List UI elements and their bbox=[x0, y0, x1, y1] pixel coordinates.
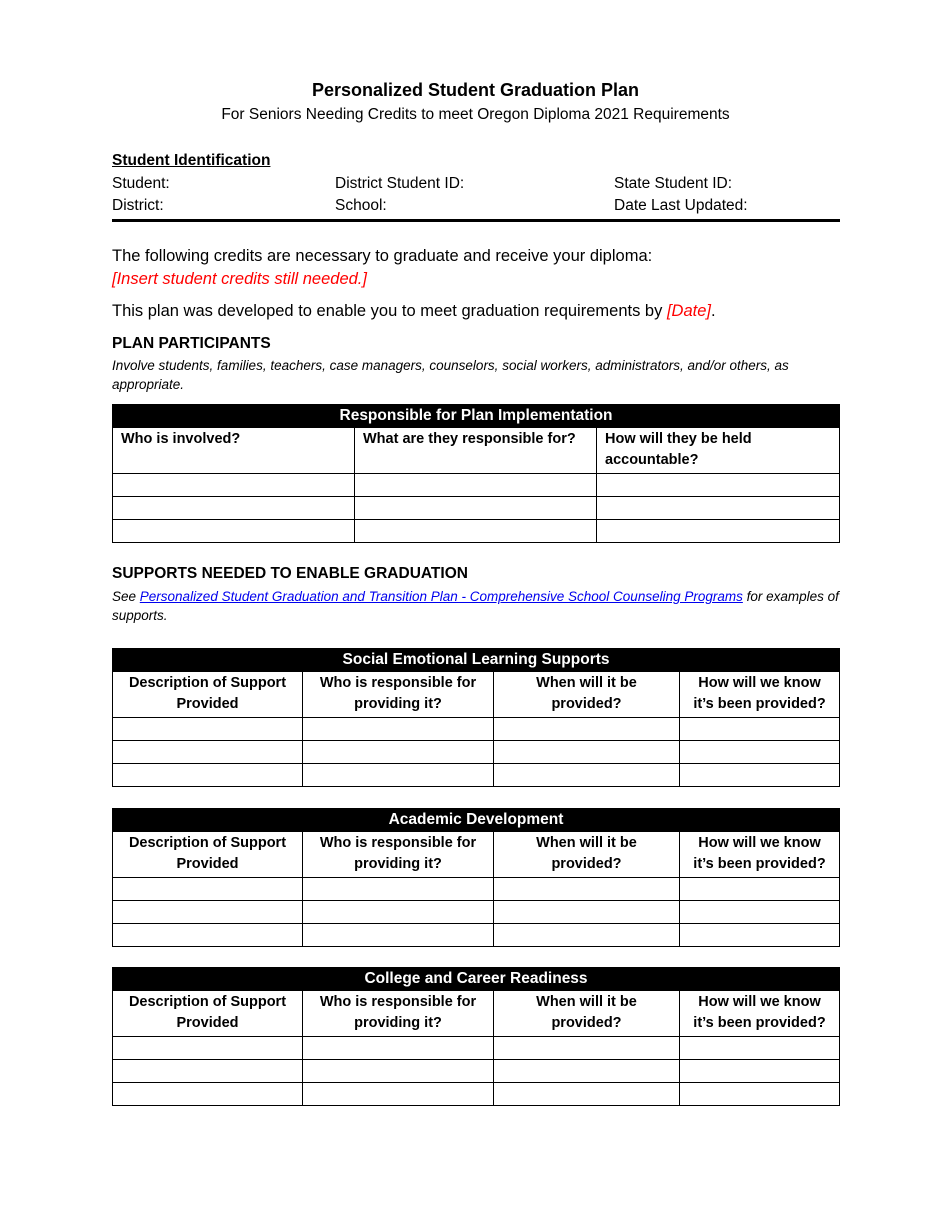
table-title: Academic Development bbox=[113, 809, 840, 832]
table-cell[interactable] bbox=[494, 1083, 680, 1106]
table-cell[interactable] bbox=[494, 1060, 680, 1083]
college-career-readiness-table bbox=[112, 967, 840, 1106]
table-cell[interactable] bbox=[113, 1083, 303, 1106]
plan-sentence-end: . bbox=[710, 302, 716, 320]
table-cell[interactable] bbox=[494, 1037, 680, 1060]
table-cell[interactable] bbox=[680, 878, 840, 901]
table-title: College and Career Readiness bbox=[113, 968, 840, 991]
table-cell[interactable] bbox=[597, 497, 840, 520]
table-row bbox=[113, 924, 840, 947]
social-emotional-supports-table bbox=[112, 648, 840, 787]
table-cell[interactable] bbox=[303, 764, 494, 787]
column-header: How will they be held accountable? bbox=[597, 428, 840, 474]
plan-implementation-title: Responsible for Plan Implementation bbox=[113, 405, 840, 428]
table-row bbox=[113, 741, 840, 764]
academic-development-table bbox=[112, 808, 840, 947]
credits-placeholder: [Insert student credits still needed.] bbox=[112, 270, 367, 288]
table-row bbox=[113, 520, 840, 543]
table-cell[interactable] bbox=[680, 924, 840, 947]
date-last-updated-label: Date Last Updated: bbox=[614, 197, 748, 214]
column-header: How will we know it’s been provided? bbox=[680, 991, 840, 1037]
table-cell[interactable] bbox=[303, 741, 494, 764]
page-title: Personalized Student Graduation Plan bbox=[311, 80, 640, 100]
table-cell[interactable] bbox=[113, 924, 303, 947]
plan-participants-heading: PLAN PARTICIPANTS bbox=[112, 335, 271, 352]
table-cell[interactable] bbox=[113, 718, 303, 741]
column-header: Description of Support Provided bbox=[113, 832, 303, 878]
table-cell[interactable] bbox=[113, 497, 355, 520]
table-cell[interactable] bbox=[494, 718, 680, 741]
table-row bbox=[113, 718, 840, 741]
column-header: Who is responsible for providing it? bbox=[303, 672, 494, 718]
table-cell[interactable] bbox=[680, 764, 840, 787]
table-row bbox=[113, 1037, 840, 1060]
table-cell[interactable] bbox=[494, 901, 680, 924]
identification-row-2 bbox=[112, 197, 839, 219]
column-header: Who is responsible for providing it? bbox=[303, 832, 494, 878]
identification-row-1 bbox=[112, 175, 839, 197]
plan-sentence-text: This plan was developed to enable you to meet graduation requirements by bbox=[112, 302, 667, 320]
plan-sentence bbox=[112, 302, 839, 321]
table-cell[interactable] bbox=[303, 924, 494, 947]
table-cell[interactable] bbox=[113, 764, 303, 787]
column-header: When will it be provided? bbox=[494, 672, 680, 718]
supports-note bbox=[112, 587, 839, 625]
column-header: When will it be provided? bbox=[494, 991, 680, 1037]
table-cell[interactable] bbox=[494, 878, 680, 901]
table-cell[interactable] bbox=[113, 474, 355, 497]
column-header: Description of Support Provided bbox=[113, 991, 303, 1037]
table-cell[interactable] bbox=[355, 474, 597, 497]
table-cell[interactable] bbox=[303, 901, 494, 924]
district-label: District: bbox=[112, 197, 164, 214]
table-cell[interactable] bbox=[303, 1037, 494, 1060]
student-label: Student: bbox=[112, 175, 170, 192]
page-subtitle: For Seniors Needing Credits to meet Oregon Diploma 2021 Requirements bbox=[221, 106, 730, 123]
table-row bbox=[113, 1060, 840, 1083]
table-cell[interactable] bbox=[113, 1037, 303, 1060]
column-header: Who is responsible for providing it? bbox=[303, 991, 494, 1037]
column-header: Description of Support Provided bbox=[113, 672, 303, 718]
table-cell[interactable] bbox=[680, 1037, 840, 1060]
column-header: How will we know it’s been provided? bbox=[680, 672, 840, 718]
table-cell[interactable] bbox=[494, 924, 680, 947]
column-header: Who is involved? bbox=[113, 428, 355, 474]
table-cell[interactable] bbox=[680, 741, 840, 764]
supports-heading: SUPPORTS NEEDED TO ENABLE GRADUATION bbox=[112, 565, 468, 582]
table-row bbox=[113, 901, 840, 924]
table-cell[interactable] bbox=[113, 901, 303, 924]
table-cell[interactable] bbox=[494, 741, 680, 764]
table-row bbox=[113, 1083, 840, 1106]
table-cell[interactable] bbox=[680, 1083, 840, 1106]
table-cell[interactable] bbox=[303, 878, 494, 901]
table-cell[interactable] bbox=[680, 1060, 840, 1083]
table-cell[interactable] bbox=[597, 520, 840, 543]
supports-note-lead: See bbox=[112, 589, 140, 604]
table-cell[interactable] bbox=[303, 1060, 494, 1083]
table-row bbox=[113, 474, 840, 497]
supports-note-tail: for examples of supports. bbox=[112, 589, 839, 623]
plan-participants-note: Involve students, families, teachers, case managers, counselors, social workers, administrators, and/or others, as appropriate. bbox=[112, 358, 789, 392]
table-header-row bbox=[113, 428, 840, 474]
identification-divider bbox=[112, 219, 840, 222]
student-identification-heading: Student Identification bbox=[112, 152, 271, 169]
table-row bbox=[113, 497, 840, 520]
table-header-row bbox=[113, 832, 840, 878]
plan-implementation-table bbox=[112, 404, 840, 543]
table-header-row bbox=[113, 672, 840, 718]
table-row bbox=[113, 878, 840, 901]
table-cell[interactable] bbox=[303, 718, 494, 741]
column-header: When will it be provided? bbox=[494, 832, 680, 878]
table-cell[interactable] bbox=[113, 1060, 303, 1083]
date-placeholder: [Date] bbox=[666, 302, 711, 320]
table-cell[interactable] bbox=[303, 1083, 494, 1106]
table-cell[interactable] bbox=[680, 718, 840, 741]
table-title: Social Emotional Learning Supports bbox=[113, 649, 840, 672]
credits-intro: The following credits are necessary to graduate and receive your diploma: bbox=[112, 247, 653, 265]
table-header-row bbox=[113, 991, 840, 1037]
school-label: School: bbox=[335, 197, 387, 214]
table-cell[interactable] bbox=[355, 520, 597, 543]
table-cell[interactable] bbox=[494, 764, 680, 787]
state-student-id-label: State Student ID: bbox=[614, 175, 733, 192]
table-cell[interactable] bbox=[597, 474, 840, 497]
district-student-id-label: District Student ID: bbox=[335, 175, 465, 192]
column-header: How will we know it’s been provided? bbox=[680, 832, 840, 878]
table-cell[interactable] bbox=[355, 497, 597, 520]
table-cell[interactable] bbox=[680, 901, 840, 924]
column-header: What are they responsible for? bbox=[355, 428, 597, 474]
comprehensive-counseling-link[interactable]: Personalized Student Graduation and Transition Plan - Comprehensive School Counseling Programs bbox=[139, 589, 743, 604]
table-cell[interactable] bbox=[113, 520, 355, 543]
table-cell[interactable] bbox=[113, 741, 303, 764]
table-cell[interactable] bbox=[113, 878, 303, 901]
table-row bbox=[113, 764, 840, 787]
